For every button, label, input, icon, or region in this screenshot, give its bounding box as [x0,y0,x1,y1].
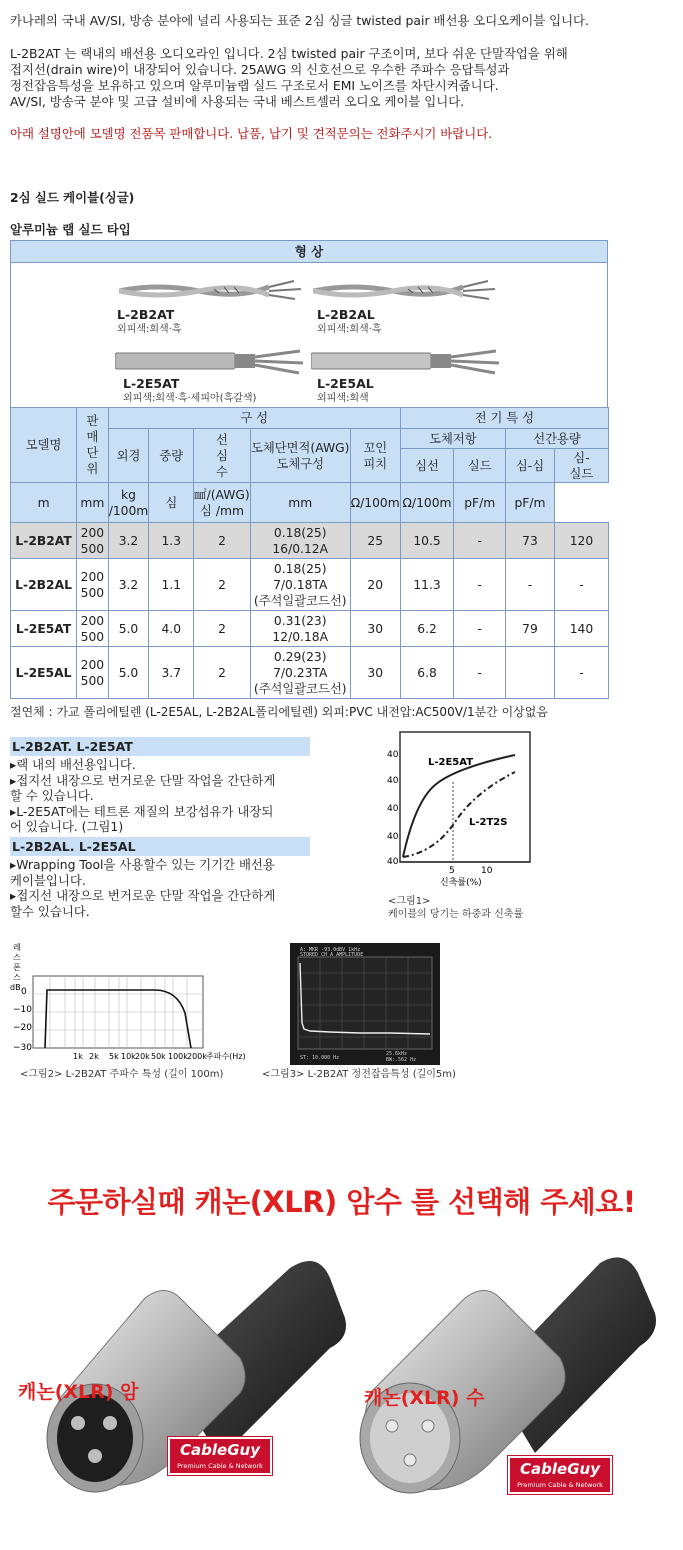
cap-cc-cell [506,647,555,699]
cable-name: L-2B2AT [117,307,175,322]
axis-label: 스 [13,973,21,982]
res-core-cell: 11.3 [400,559,454,611]
cable-illustration-l2e5al [311,345,501,377]
unit-cell: 심 [149,483,194,523]
th-structure: 구 성 [108,408,400,429]
screen-text: 25.6kHz [386,1051,408,1057]
connector-label-male: 캐논(XLR) 수 [364,1387,485,1409]
twist-cell: 25 [350,523,400,559]
unit-cell: Ω/100m [400,483,454,523]
cable-jacket: 외피색:회색 [317,393,369,404]
cable-illustration-l2b2at [119,275,309,305]
od-cell: 5.0 [108,647,149,699]
axis-label: 폰 [13,963,21,972]
cap-cc-cell: - [506,559,555,611]
list-item: 어 있습니다. (그림1) [10,819,124,834]
intro-line: 카나레의 국내 AV/SI, 방송 분야에 널리 사용되는 표준 2심 싱글 twisted pair 배선용 오디오케이블 입니다. [10,13,589,28]
intro-paragraph-line: L-2B2AT 는 랙내의 배선용 오디오라인 입니다. 2심 twisted pair 구조이며, 보다 쉬운 단말작업을 위해 [10,46,568,61]
res-shield-cell: - [454,559,506,611]
unit-cell: pF/m [506,483,555,523]
tick-label: 1k [73,1052,83,1061]
tick-label: 2k [89,1052,99,1061]
th-unit: 판매단위 [77,408,109,483]
cable-name: L-2B2AL [317,307,375,322]
th-weight: 중량 [149,429,194,483]
res-core-cell: 10.5 [400,523,454,559]
weight-cell: 4.0 [149,611,194,647]
conductor-cell: 0.31(23) 12/0.18A [250,611,350,647]
pin [386,1420,398,1432]
unit-cell: 200 500 [77,611,109,647]
res-shield-cell: - [454,647,506,699]
cable-shape-panel [10,240,608,408]
twist-cell: 20 [350,559,400,611]
res-shield-cell: - [454,611,506,647]
list-item: 케이블입니다. [10,872,86,888]
cable-name: L-2E5AT [123,376,180,391]
list-item: ▸랙 내의 배선용입니다. [10,757,136,772]
cap-cc-cell: 79 [506,611,555,647]
cable-jacket: 외피색:회색·흑·세피아(흑갈색) [123,393,257,404]
tick-label: 0 [21,987,27,997]
th-res-shield: 실드 [454,449,506,483]
tick-label: 10 [481,866,493,876]
th-cap-core-core: 심-심 [506,449,555,483]
figure-caption: <그림3> L-2B2AT 정전잡음특성 (길이5m) [262,1069,456,1080]
pin-hole [71,1416,85,1430]
pin-hole [88,1449,102,1463]
figure-caption: <그림1> 케이블의 당기는 하중과 신축률 [388,896,524,920]
tick-label: 40 [387,857,399,867]
table-row [11,523,609,559]
th-cores: 선심수 [194,429,250,483]
model-cell: L-2B2AT [11,523,77,559]
weight-cell: 3.7 [149,647,194,699]
tick-label: 200k [187,1052,207,1061]
shape-header: 형 상 [11,241,607,263]
pin-hole [103,1416,117,1430]
order-banner: 주문하실때 캐논(XLR) 암수 를 선택해 주세요! [47,1185,636,1219]
od-cell: 3.2 [108,559,149,611]
screen-text: A: MKR -93.0dBV 1kHz [300,947,361,953]
table-row [11,611,609,647]
unit-cell: m [11,483,77,523]
axis-label: 스 [13,953,21,962]
cap-cs-cell: 140 [554,611,608,647]
cable-illustration-l2b2al [313,275,503,305]
tick-label: −10 [13,1005,32,1015]
series-label: L-2E5AT [428,757,474,768]
weight-cell: 1.3 [149,523,194,559]
cores-cell: 2 [194,647,250,699]
cap-cc-cell: 73 [506,523,555,559]
th-od: 외경 [108,429,149,483]
conductor-cell: 0.18(25) 7/0.18TA (주석일괄코드선) [250,559,350,611]
notes-header: L-2B2AT. L-2E5AT [10,737,310,756]
tick-label: 100k [168,1052,188,1061]
cable-jacket: 외피색:회색·흑 [117,324,182,335]
cable-jacket: 외피색:회색·흑 [317,324,382,335]
unit-cell: 200 500 [77,559,109,611]
model-cell: L-2B2AL [11,559,77,611]
th-model: 모델명 [11,408,77,483]
tick-label: 5 [449,866,455,876]
th-cap-core-shield: 심- 실드 [554,449,608,483]
unit-cell: mm [77,483,109,523]
pin [404,1454,416,1466]
brand-logo: CableGuy Premium Cable & Network [168,1437,272,1475]
order-notice: 아래 설명안에 모델명 전품목 판매합니다. 납품, 납기 및 견적문의는 전화주시기 바랍니다. [10,126,493,141]
pin [422,1420,434,1432]
th-resistance: 도체저항 [400,429,505,449]
conductor-cell: 0.18(25) 16/0.12A [250,523,350,559]
tension-elongation-graph [385,727,535,892]
tick-label: 5k [109,1052,119,1061]
brand-logo: CableGuy Premium Cable & Network [508,1456,612,1494]
intro-paragraph-line: 접지선(drain wire)이 내장되어 있습니다. 25AWG 의 신호선으로 우수한 주파수 응답특성과 [10,62,510,77]
twist-cell: 30 [350,611,400,647]
intro-paragraph-line: AV/SI, 방송국 분야 및 고급 설비에 사용되는 국내 베스트셀러 오디오 케이블 입니다. [10,94,465,109]
weight-cell: 1.1 [149,559,194,611]
cores-cell: 2 [194,559,250,611]
res-core-cell: 6.8 [400,647,454,699]
cable-name: L-2E5AL [317,376,374,391]
intro-paragraph-line: 정전잡음특성을 보유하고 있으며 알루미늄랩 실드 구조로서 EMI 노이즈를 차단시켜줍니다. [10,78,499,93]
cable-illustration-l2e5at [115,345,305,377]
unit-cell: pF/m [454,483,506,523]
tick-label: 10k [121,1052,136,1061]
cap-cs-cell: - [554,647,608,699]
screen-text: BW:.562 Hz [386,1057,417,1063]
cap-cs-cell: - [554,559,608,611]
table-row [11,647,609,699]
series-label: L-2T2S [469,817,508,828]
axis-label: 신축률(%) [440,878,482,888]
tick-label: 40 [387,832,399,842]
res-core-cell: 6.2 [400,611,454,647]
screen-text: STORED CH A AMPLITUDE [300,952,364,958]
cap-cs-cell: 120 [554,523,608,559]
axis-label: 레 [13,943,21,952]
subsection-title: 알루미늄 랩 실드 타입 [10,222,131,237]
unit-cell: 200 500 [77,647,109,699]
tick-label: −20 [13,1023,32,1033]
tick-label: 50k [151,1052,166,1061]
th-capacitance: 선간용량 [506,429,609,449]
axis-label: dB [10,983,21,992]
section-title: 2심 실드 케이블(싱글) [10,190,135,205]
list-item: 할 수 있습니다. [10,788,94,803]
figure-caption: <그림2> L-2B2AT 주파수 특성 (길이 100m) [20,1069,224,1080]
tick-label: 40 [387,776,399,786]
tick-label: 40 [387,750,399,760]
noise-characteristic-screen [290,943,440,1065]
list-item: ▸Wrapping Tool을 사용할수 있는 기기간 배선용 [10,857,275,872]
th-twist: 꼬인피치 [350,429,400,483]
notes-list [10,757,310,835]
unit-cell: kg /100m [108,483,149,523]
model-cell: L-2E5AT [11,611,77,647]
model-cell: L-2E5AL [11,647,77,699]
tick-label: −30 [13,1043,32,1053]
list-item: ▸L-2E5AT에는 테트론 재질의 보강섬유가 내장되 [10,803,274,819]
spec-table [10,407,609,699]
list-item: 할수 있습니다. [10,903,90,919]
list-item: ▸접지선 내장으로 번거로운 단말 작업을 간단하게 [10,888,276,903]
connector-label-female: 캐논(XLR) 암 [18,1381,139,1403]
unit-cell: Ω/100m [350,483,400,523]
unit-cell: mm [250,483,350,523]
od-cell: 3.2 [108,523,149,559]
th-res-core: 심선 [400,449,454,483]
notes-header: L-2B2AL. L-2E5AL [10,837,310,856]
tick-label: 20k [135,1052,150,1061]
res-shield-cell: - [454,523,506,559]
table-row [11,559,609,611]
twist-cell: 30 [350,647,400,699]
th-conductor: 도체단면적(AWG) 도체구성 [250,429,350,483]
conductor-cell: 0.29(23) 7/0.23TA (주석일괄코드선) [250,647,350,699]
notes-list [10,857,310,919]
unit-cell: ㎟/(AWG) 심 /mm [194,483,250,523]
cores-cell: 2 [194,611,250,647]
tick-label: 40 [387,804,399,814]
table-footnote: 절연체 : 가교 폴리에틸렌 (L-2E5AL, L-2B2AL폴리에틸렌) 외피:PVC 내전압:AC500V/1분간 이상없음 [10,705,548,719]
od-cell: 5.0 [108,611,149,647]
screen-text: ST: 10.000 Hz [300,1055,340,1061]
list-item: ▸접지선 내장으로 번거로운 단말 작업을 간단하게 [10,772,276,788]
th-electrical: 전 기 특 성 [400,408,608,429]
cores-cell: 2 [194,523,250,559]
unit-cell: 200 500 [77,523,109,559]
axis-label: 주파수(Hz) [206,1052,246,1061]
frequency-response-graph [5,938,255,1066]
